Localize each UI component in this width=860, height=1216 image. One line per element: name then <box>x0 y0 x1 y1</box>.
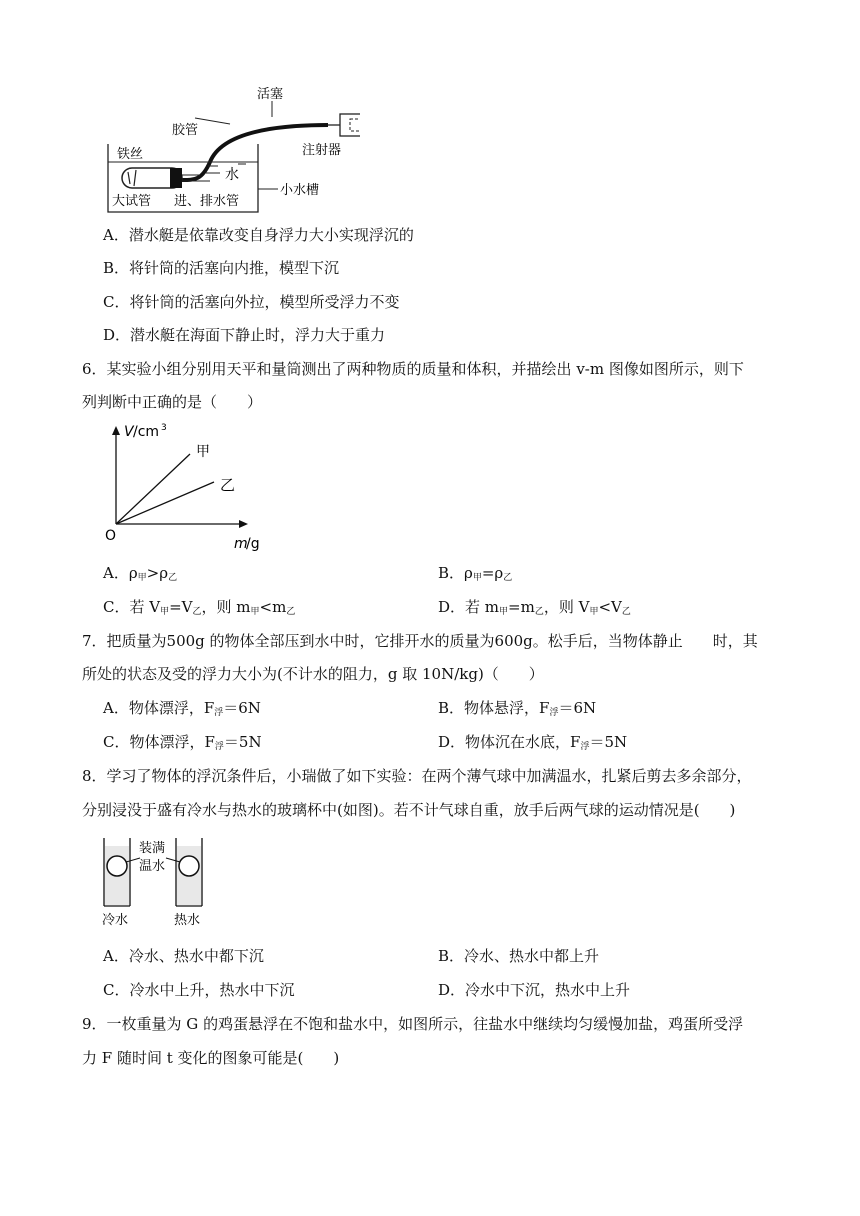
q5-option-d: D．潜水艇在海面下静止时，浮力大于重力 <box>103 326 386 344</box>
submarine-model-figure <box>100 82 360 217</box>
balloon-cold <box>107 856 127 876</box>
balloon-hot <box>179 856 199 876</box>
balloon-label-2: 温水 <box>139 859 166 874</box>
hose-label: 胶管 <box>172 123 199 138</box>
series-label-jia: 甲 <box>196 444 210 460</box>
q6-option-a: A．$\rho_甲>\rho_乙$ <box>103 564 178 583</box>
q7-stem-line1: 7．把质量为500g 的物体全部压到水中时，它排开水的质量为600g。松手后，当物体静止 时，其 <box>82 632 758 650</box>
balloon-label-1: 装满 <box>139 841 166 856</box>
y-axis-label-v: V <box>124 424 134 440</box>
water-label: 水 <box>225 167 239 183</box>
wire-label: 铁丝 <box>117 147 144 162</box>
q6-stem-line1: 6．某实验小组分别用天平和量筒测出了两种物质的质量和体积，并描绘出 v-m 图像如图所示，则下 <box>82 360 744 378</box>
q8-option-a: A．冷水、热水中都下沉 <box>103 947 264 965</box>
y-axis-label-exp: 3 <box>161 423 167 433</box>
q6-option-c: C．若 $V_甲=V_乙$，则 $m_甲<m_乙$ <box>103 598 296 617</box>
q5-option-a: A．潜水艇是依靠改变自身浮力大小实现浮沉的 <box>103 226 414 244</box>
series-line-jia <box>116 454 190 524</box>
q7-option-a: A．物体漂浮，$F_浮=6N$ <box>103 699 261 718</box>
cold-water-label: 冷水 <box>102 913 129 928</box>
origin-label: O <box>105 528 117 544</box>
q9-stem-line2: 力 F 随时间 t 变化的图象可能是( ) <box>82 1049 340 1067</box>
q8-option-c: C．冷水中上升，热水中下沉 <box>103 981 295 999</box>
q8-stem-line1: 8．学习了物体的浮沉条件后，小瑞做了如下实验：在两个薄气球中加满温水，扎紧后剪去多余部分， <box>82 767 752 785</box>
balloon-cups-figure <box>100 832 210 932</box>
series-label-yi: 乙 <box>220 476 236 494</box>
q5-option-b: B．将针筒的活塞向内推，模型下沉 <box>103 259 340 277</box>
tank-label: 小水槽 <box>280 183 320 198</box>
q7-stem-line2: 所处的状态及受的浮力大小为(不计水的阻力，g 取 10N/kg)（ ） <box>82 665 544 683</box>
pipe-label: 进、排水管 <box>174 194 240 209</box>
q8-option-b: B．冷水、热水中都上升 <box>438 947 600 965</box>
q7-option-b: B．物体悬浮，$F_浮=6N$ <box>438 699 597 718</box>
q8-stem-line2: 分别浸没于盛有冷水与热水的玻璃杯中(如图)。若不计气球自重，放手后两气球的运动情况是( ) <box>82 801 736 819</box>
q6-option-d: D．若 $m_甲=m_乙$，则 $V_甲<V_乙$ <box>438 598 631 617</box>
y-axis-label-unit: /cm <box>133 424 160 440</box>
q6-stem-line2: 列判断中正确的是（ ） <box>82 393 263 411</box>
q8-option-d: D．冷水中下沉，热水中上升 <box>438 981 631 999</box>
vm-graph-figure <box>100 420 260 555</box>
testtube-label: 大试管 <box>112 194 152 209</box>
q6-option-b: B．$\rho_甲=\rho_乙$ <box>438 564 513 583</box>
x-axis-label-unit: /g <box>246 536 260 552</box>
hot-water-label: 热水 <box>174 913 201 928</box>
q5-option-c: C．将针筒的活塞向外拉，模型所受浮力不变 <box>103 293 400 311</box>
syringe-label: 注射器 <box>302 143 342 158</box>
x-axis-label-m: m <box>234 536 248 552</box>
piston-label: 活塞 <box>257 87 284 102</box>
syringe-piston <box>350 119 360 131</box>
q7-option-d: D．物体沉在水底，$F_浮=5N$ <box>438 733 628 752</box>
series-line-yi <box>116 482 214 524</box>
q7-option-c: C．物体漂浮，$F_浮=5N$ <box>103 733 262 752</box>
q9-stem-line1: 9．一枚重量为 G 的鸡蛋悬浮在不饱和盐水中，如图所示，往盐水中继续均匀缓慢加盐，鸡蛋所受浮 <box>82 1015 744 1033</box>
